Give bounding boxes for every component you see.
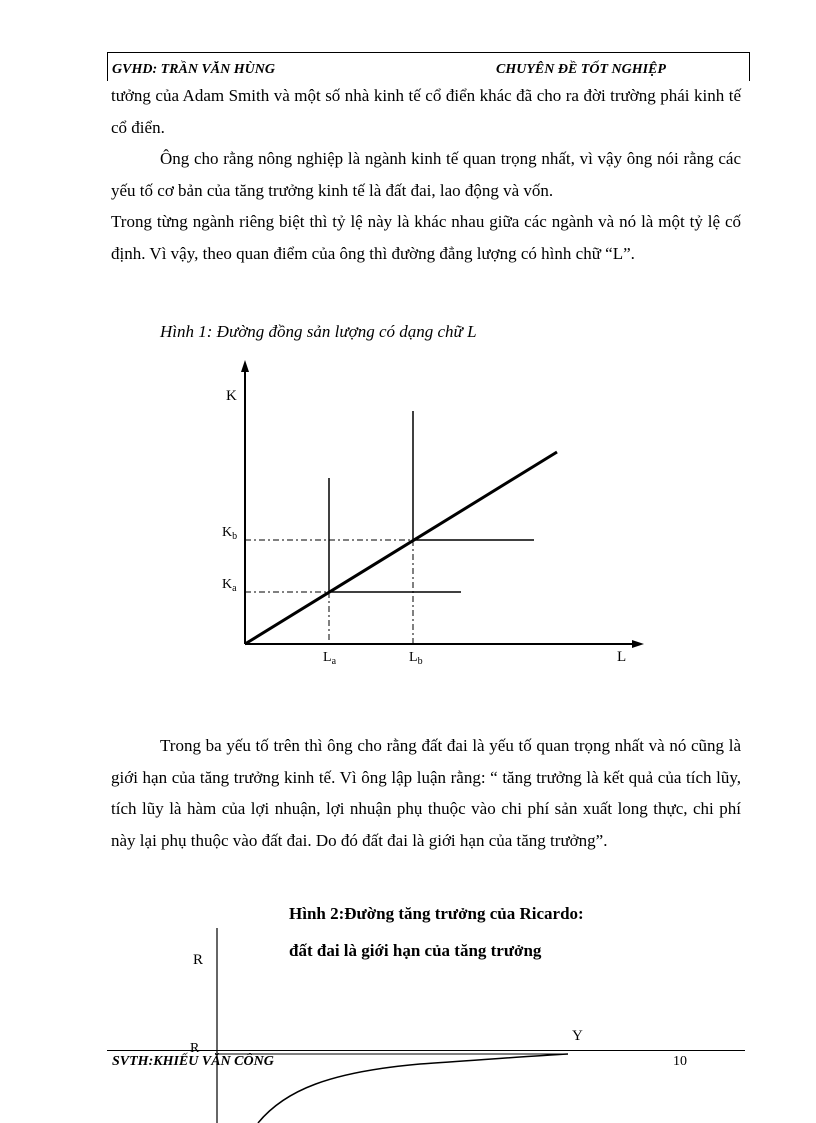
header-title: CHUYÊN ĐỀ TỐT NGHIỆP: [496, 62, 666, 77]
figure-1-caption: Hình 1: Đường đồng sản lượng có dạng chữ L: [160, 322, 477, 341]
label-kb-sub: b: [232, 531, 238, 542]
paragraph-4: Trong ba yếu tố trên thì ông cho rằng đất đai là yếu tố quan trọng nhất và nó cũng là giới hạn của tăng trưởng kinh tế. Vì ông lập luận rằng: “ tăng trưởng là kết quả của tích lũy, tích lũy là hàm của lợi nhuận, lợi nhuận phụ thuộc vào chi phí sản xuất long thực, chi phí này lại phụ thuộc vào đất đai. Do đó đất đai là giới hạn của tăng trưởng”.: [111, 736, 741, 850]
label-k: K: [226, 388, 237, 404]
footer-rule: [107, 1050, 745, 1051]
label-la: L: [323, 650, 332, 665]
figure-2-title-line2: đất đai là giới hạn của tăng trưởng: [289, 941, 542, 960]
paragraph-3: Trong từng ngành riêng biệt thì tỷ lệ này là khác nhau giữa các ngành và nó là một tỷ lệ cố định. Vì vậy, theo quan điểm của ông thì đường đẳng lượng có hình chữ “L”.: [111, 212, 741, 263]
fig2-label-y: Y: [572, 1028, 583, 1044]
header-advisor: GVHD: TRẦN VĂN HÙNG: [112, 62, 275, 77]
paragraph-1: tưởng của Adam Smith và một số nhà kinh tế cổ điển khác đã cho ra đời trường phái kinh tế cổ điển.: [111, 86, 741, 137]
label-ka: K: [222, 577, 233, 592]
svg-text:Kb: [222, 525, 237, 542]
svg-text:La: [323, 650, 337, 667]
y-axis-arrow: [241, 360, 249, 372]
figure-2-title-line1: Hình 2:Đường tăng trưởng của Ricardo:: [289, 904, 584, 923]
fig2-label-r: R: [193, 952, 204, 968]
label-kb: K: [222, 525, 233, 540]
fig2-growth-curve: [258, 1054, 568, 1123]
svg-text:Ka: [222, 577, 237, 594]
expansion-path: [245, 452, 557, 644]
label-ka-sub: a: [232, 583, 237, 594]
label-l: L: [617, 649, 627, 665]
svg-text:Lb: [409, 650, 423, 667]
paragraph-2: Ông cho rằng nông nghiệp là ngành kinh tế quan trọng nhất, vì vậy ông nói rằng các yếu tố cơ bản của tăng trưởng kinh tế là đất đai, lao động và vốn.: [111, 149, 741, 200]
fig2-label-r2: R: [190, 1041, 200, 1056]
label-lb: L: [409, 650, 418, 665]
x-axis-arrow: [632, 640, 644, 648]
page-number: 10: [673, 1054, 687, 1069]
footer-author: SVTH:KHIẾU VĂN CÔNG: [112, 1054, 274, 1069]
label-la-sub: a: [331, 656, 337, 667]
label-lb-sub: b: [417, 656, 423, 667]
